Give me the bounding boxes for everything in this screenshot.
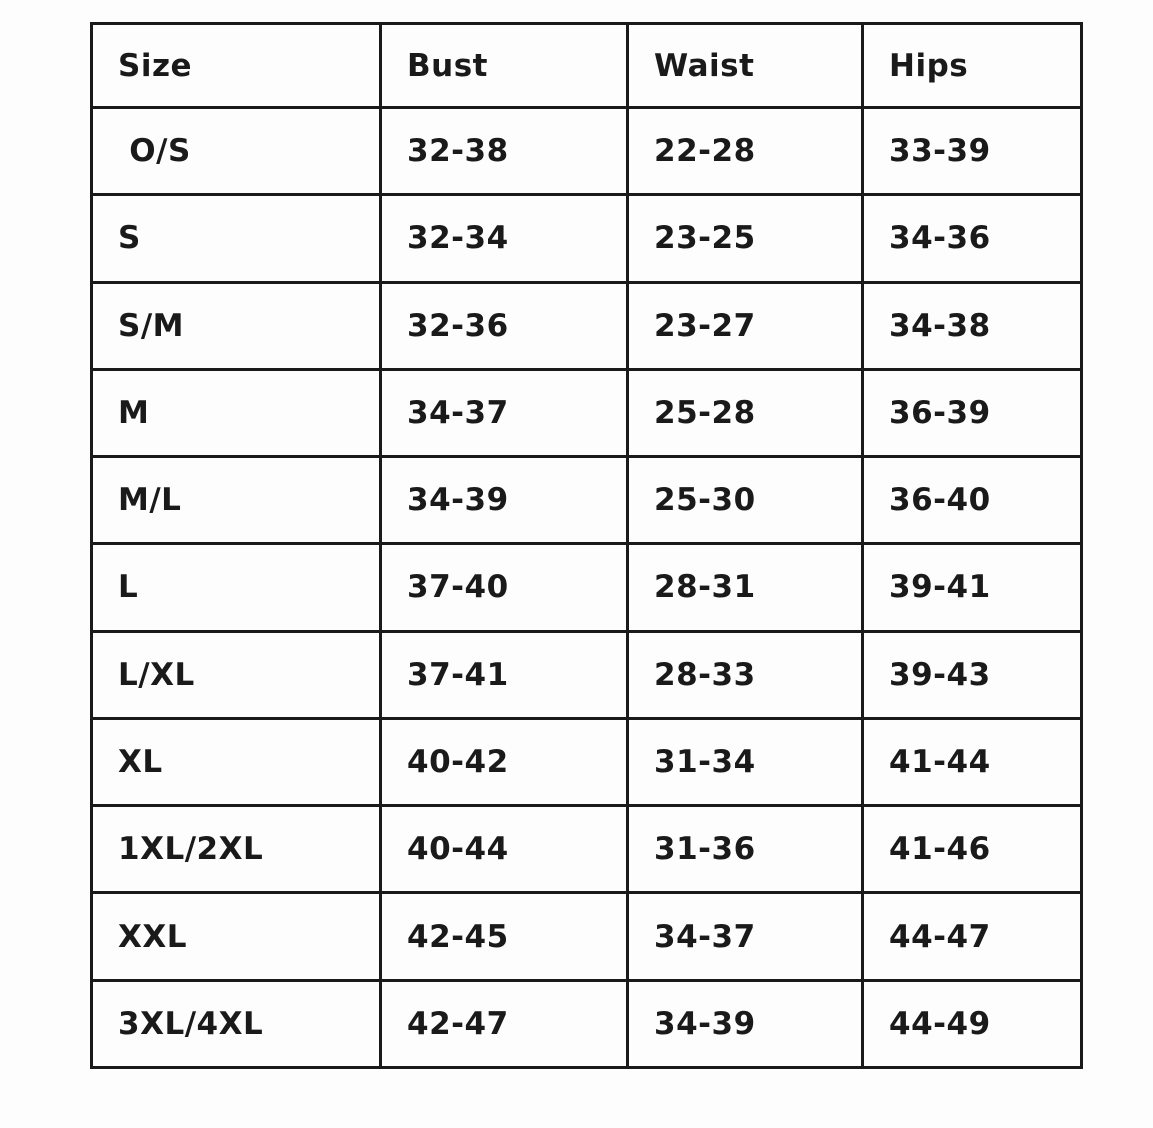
cell-hips: 44-49: [863, 980, 1082, 1067]
cell-hips: 41-46: [863, 806, 1082, 893]
cell-size: L: [92, 544, 381, 631]
cell-bust: 37-40: [381, 544, 628, 631]
table-header: [92, 24, 1082, 108]
cell-bust: 42-47: [381, 980, 628, 1067]
cell-hips: 33-39: [863, 108, 1082, 195]
cell-size: L/XL: [92, 631, 381, 718]
cell-size: S: [92, 195, 381, 282]
cell-size: O/S: [92, 108, 381, 195]
cell-size: XXL: [92, 893, 381, 980]
cell-bust: 34-39: [381, 457, 628, 544]
cell-bust: 40-42: [381, 718, 628, 805]
table-row: [92, 282, 1082, 369]
cell-waist: 25-28: [628, 369, 863, 456]
cell-waist: 34-39: [628, 980, 863, 1067]
cell-size: M/L: [92, 457, 381, 544]
cell-hips: 34-38: [863, 282, 1082, 369]
table-row: [92, 893, 1082, 980]
cell-waist: 23-25: [628, 195, 863, 282]
table-row: [92, 369, 1082, 456]
cell-hips: 39-41: [863, 544, 1082, 631]
cell-waist: 28-31: [628, 544, 863, 631]
table-row: [92, 806, 1082, 893]
cell-waist: 23-27: [628, 282, 863, 369]
table-row: [92, 718, 1082, 805]
cell-bust: 37-41: [381, 631, 628, 718]
cell-size: 3XL/4XL: [92, 980, 381, 1067]
cell-size: M: [92, 369, 381, 456]
cell-waist: 28-33: [628, 631, 863, 718]
cell-waist: 22-28: [628, 108, 863, 195]
cell-hips: 34-36: [863, 195, 1082, 282]
cell-bust: 32-36: [381, 282, 628, 369]
cell-hips: 44-47: [863, 893, 1082, 980]
cell-bust: 32-38: [381, 108, 628, 195]
cell-size: S/M: [92, 282, 381, 369]
table-row: [92, 631, 1082, 718]
header-waist: Waist: [628, 24, 863, 108]
table-row: [92, 457, 1082, 544]
cell-waist: 31-34: [628, 718, 863, 805]
header-hips: Hips: [863, 24, 1082, 108]
cell-size: 1XL/2XL: [92, 806, 381, 893]
header-size: Size: [92, 24, 381, 108]
table-row: [92, 195, 1082, 282]
cell-hips: 36-40: [863, 457, 1082, 544]
cell-bust: 34-37: [381, 369, 628, 456]
cell-bust: 42-45: [381, 893, 628, 980]
cell-waist: 31-36: [628, 806, 863, 893]
header-row: [92, 24, 1082, 108]
table-row: [92, 108, 1082, 195]
cell-hips: 39-43: [863, 631, 1082, 718]
table-row: [92, 980, 1082, 1067]
header-bust: Bust: [381, 24, 628, 108]
cell-bust: 32-34: [381, 195, 628, 282]
cell-waist: 25-30: [628, 457, 863, 544]
cell-bust: 40-44: [381, 806, 628, 893]
cell-hips: 36-39: [863, 369, 1082, 456]
size-chart-table: [90, 22, 1083, 1069]
cell-size: XL: [92, 718, 381, 805]
cell-waist: 34-37: [628, 893, 863, 980]
table-body: [92, 108, 1082, 1068]
cell-hips: 41-44: [863, 718, 1082, 805]
table-row: [92, 544, 1082, 631]
